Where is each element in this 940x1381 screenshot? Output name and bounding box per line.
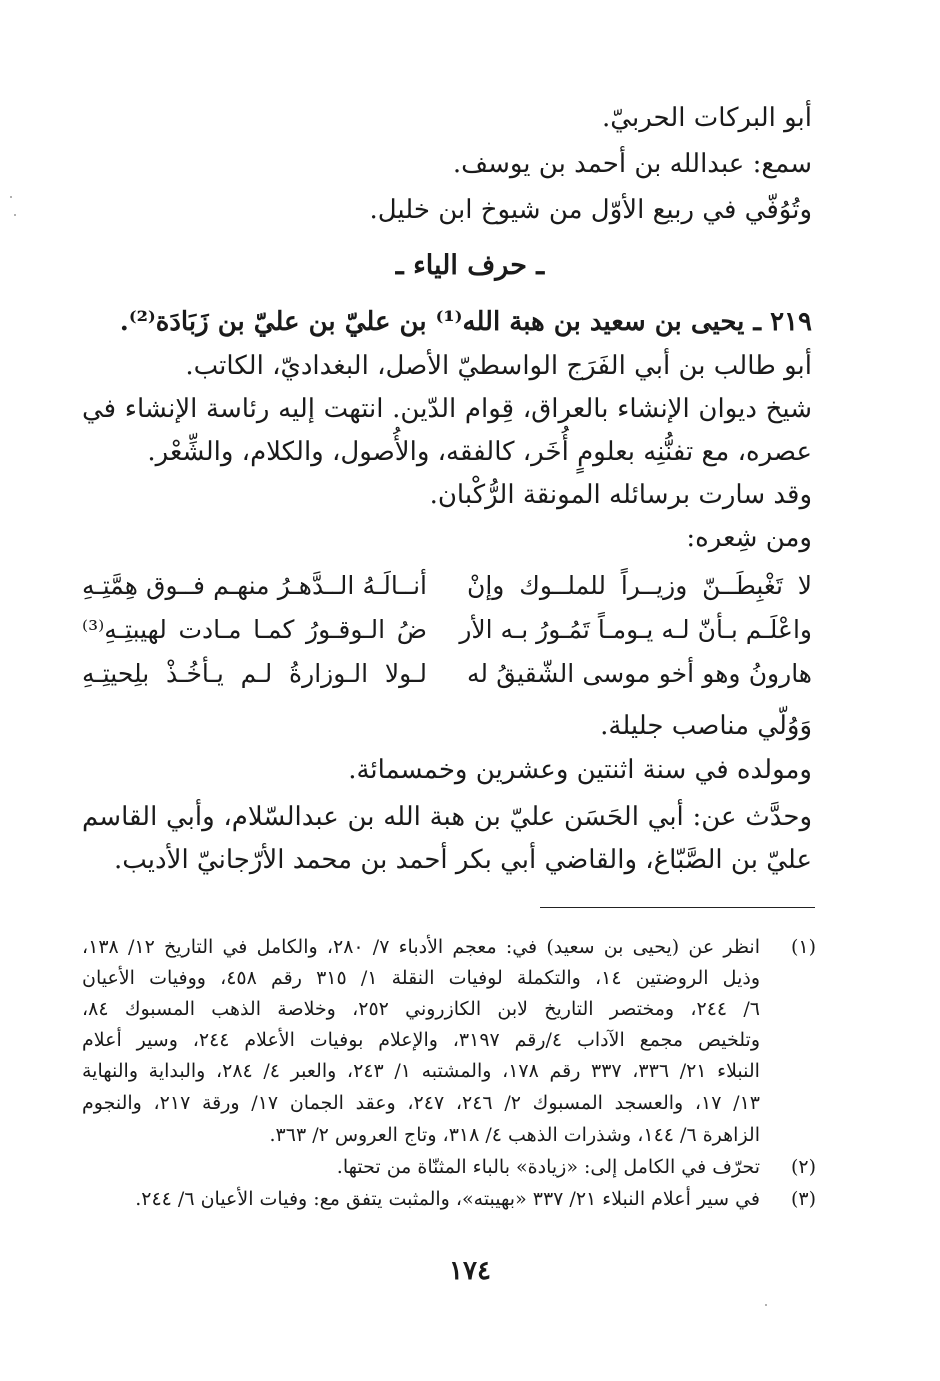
scan-speck xyxy=(10,196,12,198)
verse-second-hemistich: ضُ الـوقـورُ كمـا مـادت لهيبتِـهِ⁽³⁾ xyxy=(82,615,427,644)
verse-second-hemistich: أنــالَـهُ الــدَّهـرُ منهـم فــوق هِمَّتِـهِ xyxy=(82,571,427,600)
footnote-line: وتلخيص مجمع الآداب ٤/رقم ٣١٩٧، والإعلام بوفيات الأعلام ٢٤٤، وسير أعلام xyxy=(82,1029,760,1051)
entry-line: وقد سارت برسائله المونقة الرُّكْبان. xyxy=(429,480,812,510)
poem-verse xyxy=(82,566,812,606)
entry-title: ٢١٩ ـ يحيى بن سعيد بن هبة الله⁽¹⁾ بن عليّ بن عليّ بن زَبَادَة⁽²⁾. xyxy=(119,307,812,337)
entry-line: ومولده في سنة اثنتين وعشرين وخمسمائة. xyxy=(348,755,812,785)
footnote-separator xyxy=(540,907,815,908)
verse-second-hemistich: لـولا الـوزارةُ لـم يـأخُـذْ بلِحيتِـهِ xyxy=(82,659,427,688)
entry-line: وَوُلّي مناصب جليلة. xyxy=(600,711,812,741)
footnote-line: ١٣/ ١٧، والعسجد المسبوك ٢/ ٢٤٦، ٢٤٧، وعقد الجمان ١٧/ ورقة ٢١٧، والنجوم xyxy=(82,1092,760,1114)
poem-verse xyxy=(82,610,812,650)
poem-verse xyxy=(82,654,812,694)
footnote-line: انظر عن (يحيى بن سعيد) في: معجم الأدباء ٧/ ٢٨٠، والكامل في التاريخ ١٢/ ١٣٨، xyxy=(82,936,760,958)
page-number: ١٧٤ xyxy=(449,1256,491,1286)
entry-line: وحدَّث عن: أبي الحَسَن عليّ بن هبة الله بن عبدالسّلام، وأبي القاسم xyxy=(82,802,812,832)
footnote-line: الزاهرة ٦/ ١٤٤، وشذرات الذهب ٤/ ٣١٨، وتاج العروس ٢/ ٣٦٣. xyxy=(269,1124,760,1146)
entry-line: عصره، مع تفنُّنِه بعلومٍ أُخَر، كالفقه، والأُصول، والكلام، والشِّعْر. xyxy=(147,437,812,467)
footnote-line: وذيل الروضتين ١٤، والتكملة لوفيات النقلة ١/ ٣١٥ رقم ٤٥٨، ووفيات الأعيان xyxy=(82,967,760,989)
footnote-line: في سير أعلام النبلاء ٢١/ ٣٣٧ «بهيبته»، والمثبت يتفق مع: وفيات الأعيان ٦/ ٢٤٤. xyxy=(135,1188,760,1210)
footnote-line: تحرّف في الكامل إلى: «زيادة» بالباء المثنّاة من تحتها. xyxy=(336,1156,760,1178)
verse-first-hemistich: واعْلَـم بـأنّ لـه يـومـاً تَمُـورُ بـه الأر xyxy=(459,615,812,644)
footnote-number: (١) xyxy=(790,936,816,958)
verse-first-hemistich: هارونُ وهو أخو موسى الشّقيقُ له xyxy=(467,659,812,688)
entry-line: أبو طالب بن أبي الفَرَج الواسطيّ الأصل، البغداديّ، الكاتب. xyxy=(185,351,812,381)
footnote-number: (٢) xyxy=(790,1156,816,1178)
verse-first-hemistich: لا تَغْبِطَــنّ وزيــراً للملــوك وإنْ xyxy=(467,571,812,600)
intro-line: أبو البركات الحربيّ. xyxy=(602,103,812,133)
footnote-line: ٦/ ٢٤٤، ومختصر التاريخ لابن الكازروني ٢٥٢، وخلاصة الذهب المسبوك ٨٤، xyxy=(82,998,761,1020)
section-heading: ـ حرف الياء ـ xyxy=(395,250,545,281)
footnote-line: النبلاء ٢١/ ٣٣٦، ٣٣٧ رقم ١٧٨، والمشتبه ١/ ٢٤٣، والعبر ٤/ ٢٨٤، والبداية والنهاية xyxy=(82,1060,760,1082)
scan-speck xyxy=(14,214,16,216)
scan-speck xyxy=(765,1304,767,1306)
entry-line: عليّ بن الصَّبّاغ، والقاضي أبي بكر أحمد بن محمد الأرّجانيّ الأديب. xyxy=(114,845,812,875)
intro-line: سمع: عبدالله بن أحمد بن يوسف. xyxy=(452,149,812,179)
entry-line: شيخ ديوان الإنشاء بالعراق، قِوام الدّين. انتهت إليه رئاسة الإنشاء في xyxy=(82,394,812,424)
intro-line: وتُوُفّي في ربيع الأوّل من شيوخ ابن خليل. xyxy=(369,195,812,225)
entry-line: ومن شِعره: xyxy=(686,523,812,553)
footnote-number: (٣) xyxy=(790,1188,816,1210)
